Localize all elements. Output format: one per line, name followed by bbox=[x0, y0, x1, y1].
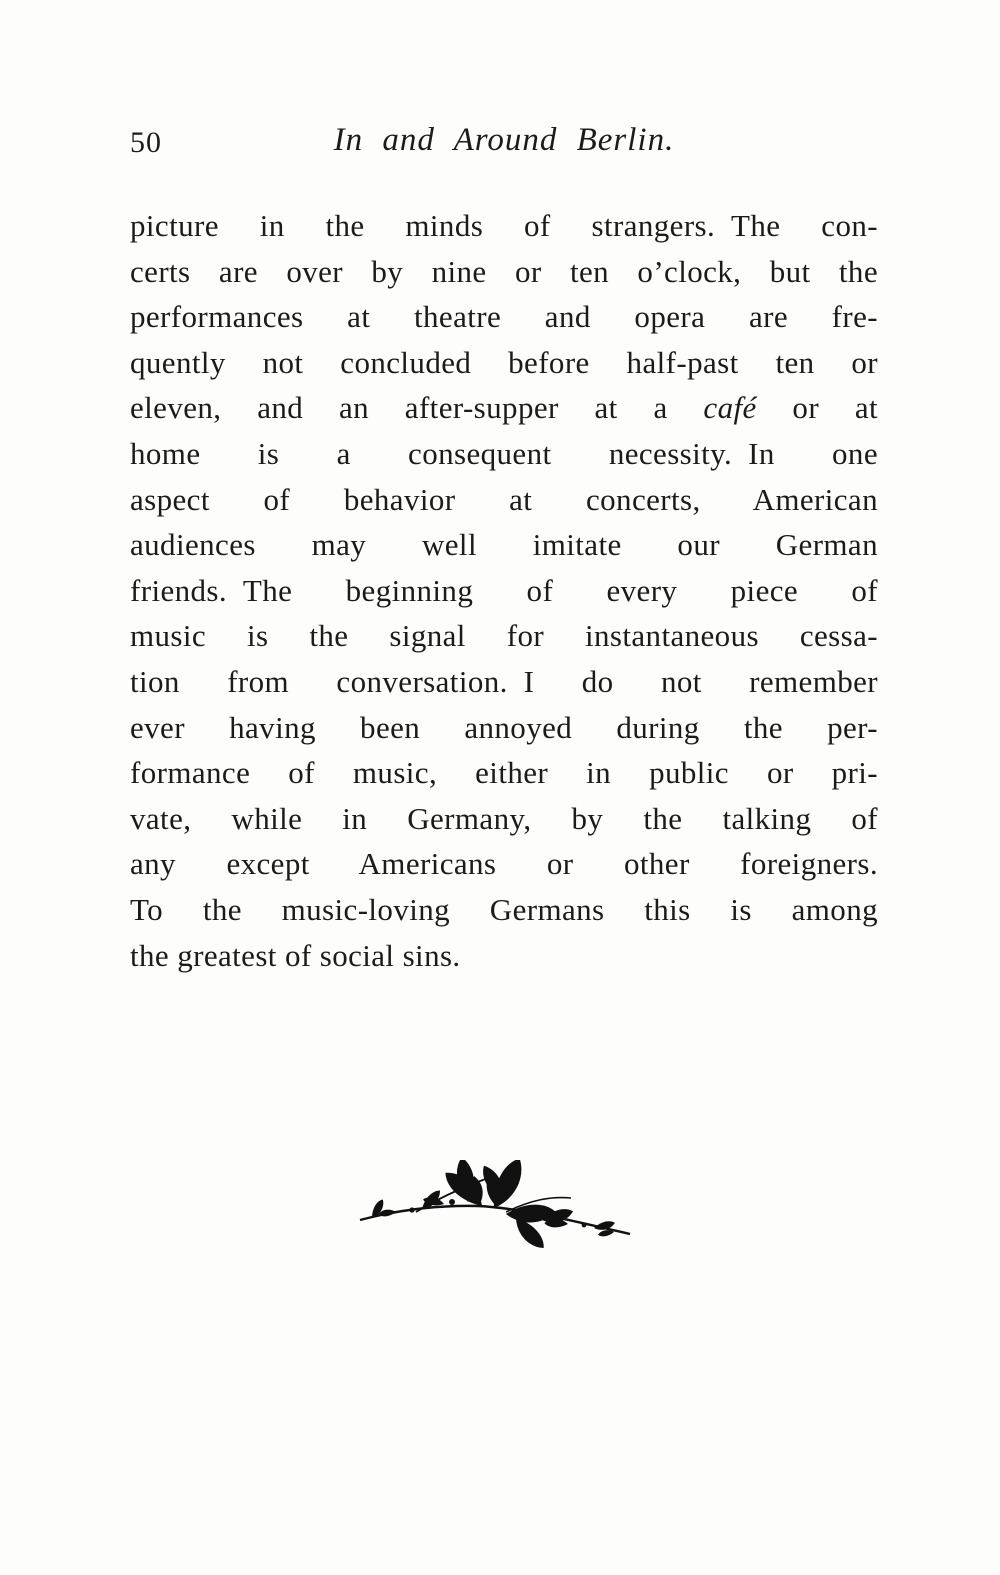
floral-ornament-graphic bbox=[356, 1160, 636, 1260]
text-line bbox=[130, 705, 878, 751]
text-segment: formance of music, either in public or pri- bbox=[130, 755, 878, 791]
text-line bbox=[130, 841, 878, 887]
text-line bbox=[130, 613, 878, 659]
text-segment: performances at theatre and opera are fre- bbox=[130, 299, 878, 335]
text-segment: the greatest of social sins. bbox=[130, 937, 461, 973]
text-segment: ever having been annoyed during the per- bbox=[130, 709, 878, 745]
text-line bbox=[130, 477, 878, 523]
text-line bbox=[130, 887, 878, 933]
running-header-title: In and Around Berlin. bbox=[333, 122, 675, 158]
text-segment: audiences may well imitate our German bbox=[130, 527, 878, 563]
text-line bbox=[130, 431, 878, 477]
text-segment: To the music-loving Germans this is among bbox=[130, 891, 878, 927]
running-header bbox=[130, 122, 878, 172]
text-segment: or at bbox=[756, 390, 878, 426]
text-line bbox=[130, 933, 878, 979]
text-segment: picture in the minds of strangers. The con- bbox=[130, 208, 878, 243]
text-line bbox=[130, 568, 878, 614]
text-line bbox=[130, 203, 878, 249]
text-segment: aspect of behavior at concerts, American bbox=[130, 481, 878, 517]
text-segment: vate, while in Germany, by the talking of bbox=[130, 800, 878, 836]
text-segment: music is the signal for instantaneous cessa- bbox=[130, 618, 878, 654]
text-line bbox=[130, 750, 878, 796]
text-line bbox=[130, 385, 878, 431]
text-segment: tion from conversation. I do not remember bbox=[130, 663, 878, 699]
page-number: 50 bbox=[130, 126, 162, 159]
body-text bbox=[130, 203, 878, 978]
text-line bbox=[130, 340, 878, 386]
text-segment: friends. The beginning of every piece of bbox=[130, 572, 878, 608]
text-segment: certs are over by nine or ten o’clock, but the bbox=[130, 253, 878, 289]
floral-ornament-icon bbox=[356, 1160, 636, 1260]
text-line bbox=[130, 796, 878, 842]
text-segment: any except Americans or other foreigners. bbox=[130, 846, 878, 882]
text-line bbox=[130, 659, 878, 705]
text-line bbox=[130, 522, 878, 568]
text-line bbox=[130, 249, 878, 295]
italic-text: café bbox=[703, 390, 757, 426]
text-line bbox=[130, 294, 878, 340]
text-segment: eleven, and an after-supper at a bbox=[130, 390, 704, 426]
text-segment: quently not concluded before half-past ten or bbox=[130, 344, 878, 380]
text-segment: home is a consequent necessity. In one bbox=[130, 435, 878, 471]
